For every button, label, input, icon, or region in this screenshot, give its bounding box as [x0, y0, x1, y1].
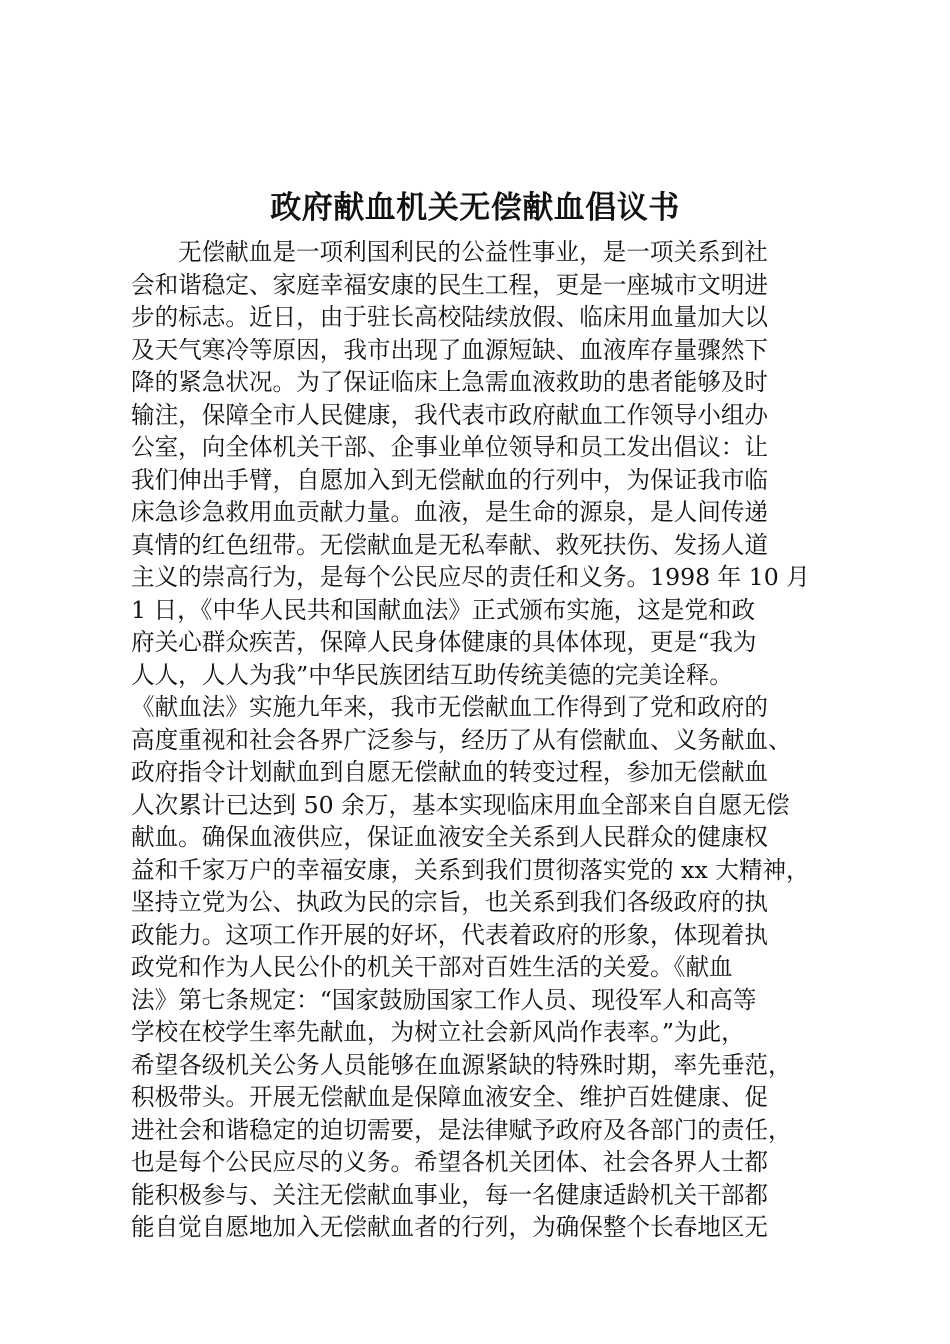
body-line: 也是每个公民应尽的义务。希望各机关团体、社会各界人士都 [131, 1148, 769, 1176]
body-line: 献血。确保血液供应，保证血液安全关系到人民群众的健康权 [131, 823, 769, 851]
body-line: 能积极参与、关注无偿献血事业，每一名健康适龄机关干部都 [131, 1180, 769, 1209]
document-title: 政府献血机关无偿献血倡议书 [270, 190, 680, 226]
document-body [131, 236, 831, 1244]
body-line: 坚持立党为公、执政为民的宗旨，也关系到我们各级政府的执 [131, 888, 769, 916]
body-line: 能自觉自愿地加入无偿献血者的行列，为确保整个长春地区无 [131, 1213, 769, 1241]
body-line: 进社会和谐稳定的迫切需要，是法律赋予政府及各部门的责任， [131, 1115, 792, 1144]
body-line: 《献血法》实施九年来，我市无偿献血工作得到了党和政府的 [131, 693, 769, 721]
body-line: 积极带头。开展无偿献血是保障血液安全、维护百姓健康、促 [131, 1083, 769, 1111]
body-line: 床急诊急救用血贡献力量。血液，是生命的源泉，是人间传递 [131, 498, 769, 526]
body-line: 1 日，《中华人民共和国献血法》正式颁布实施，这是党和政 [131, 595, 756, 624]
body-line: 主义的崇高行为，是每个公民应尽的责任和义务。1998 年 10 月 [131, 563, 810, 591]
body-line: 输注，保障全市人民健康，我代表市政府献血工作领导小组办 [131, 400, 769, 429]
body-line: 及天气寒冷等原因，我市出现了血源短缺、血液库存量骤然下 [131, 335, 769, 364]
body-line: 益和千家万户的幸福安康，关系到我们贯彻落实党的 xx 大精神， [131, 855, 810, 884]
body-line: 希望各级机关公务人员能够在血源紧缺的特殊时期，率先垂范， [131, 1050, 792, 1079]
body-line: 学校在校学生率先献血，为树立社会新风尚作表率。”为此， [131, 1018, 745, 1046]
body-line: 会和谐稳定、家庭幸福安康的民生工程，更是一座城市文明进 [131, 270, 769, 299]
body-line: 人人，人人为我”中华民族团结互助传统美德的完美诠释。 [131, 660, 733, 689]
body-line: 府关心群众疾苦，保障人民身体健康的具体体现，更是“我为 [131, 628, 757, 656]
body-line: 降的紧急状况。为了保证临床上急需血液救助的患者能够及时 [131, 368, 769, 396]
body-line: 公室，向全体机关干部、企事业单位领导和员工发出倡议：让 [131, 433, 769, 461]
body-line: 政府指令计划献血到自愿无偿献血的转变过程，参加无偿献血 [131, 758, 769, 786]
body-line: 法》第七条规定：“国家鼓励国家工作人员、现役军人和高等 [131, 985, 757, 1014]
body-line: 步的标志。近日，由于驻长高校陆续放假、临床用血量加大以 [131, 303, 769, 331]
body-line: 无偿献血是一项利国利民的公益性事业，是一项关系到社 [178, 238, 768, 266]
body-line: 人次累计已达到 50 余万，基本实现临床用血全部来自自愿无偿 [131, 790, 790, 819]
body-line: 政能力。这项工作开展的好坏，代表着政府的形象，体现着执 [131, 920, 769, 949]
body-line: 政党和作为人民公仆的机关干部对百姓生活的关爱。《献血 [131, 953, 733, 981]
body-line: 我们伸出手臂，自愿加入到无偿献血的行列中，为保证我市临 [131, 465, 769, 494]
body-line: 真情的红色纽带。无偿献血是无私奉献、救死扶伤、发扬人道 [131, 530, 769, 559]
body-line: 高度重视和社会各界广泛参与，经历了从有偿献血、义务献血、 [131, 725, 792, 754]
